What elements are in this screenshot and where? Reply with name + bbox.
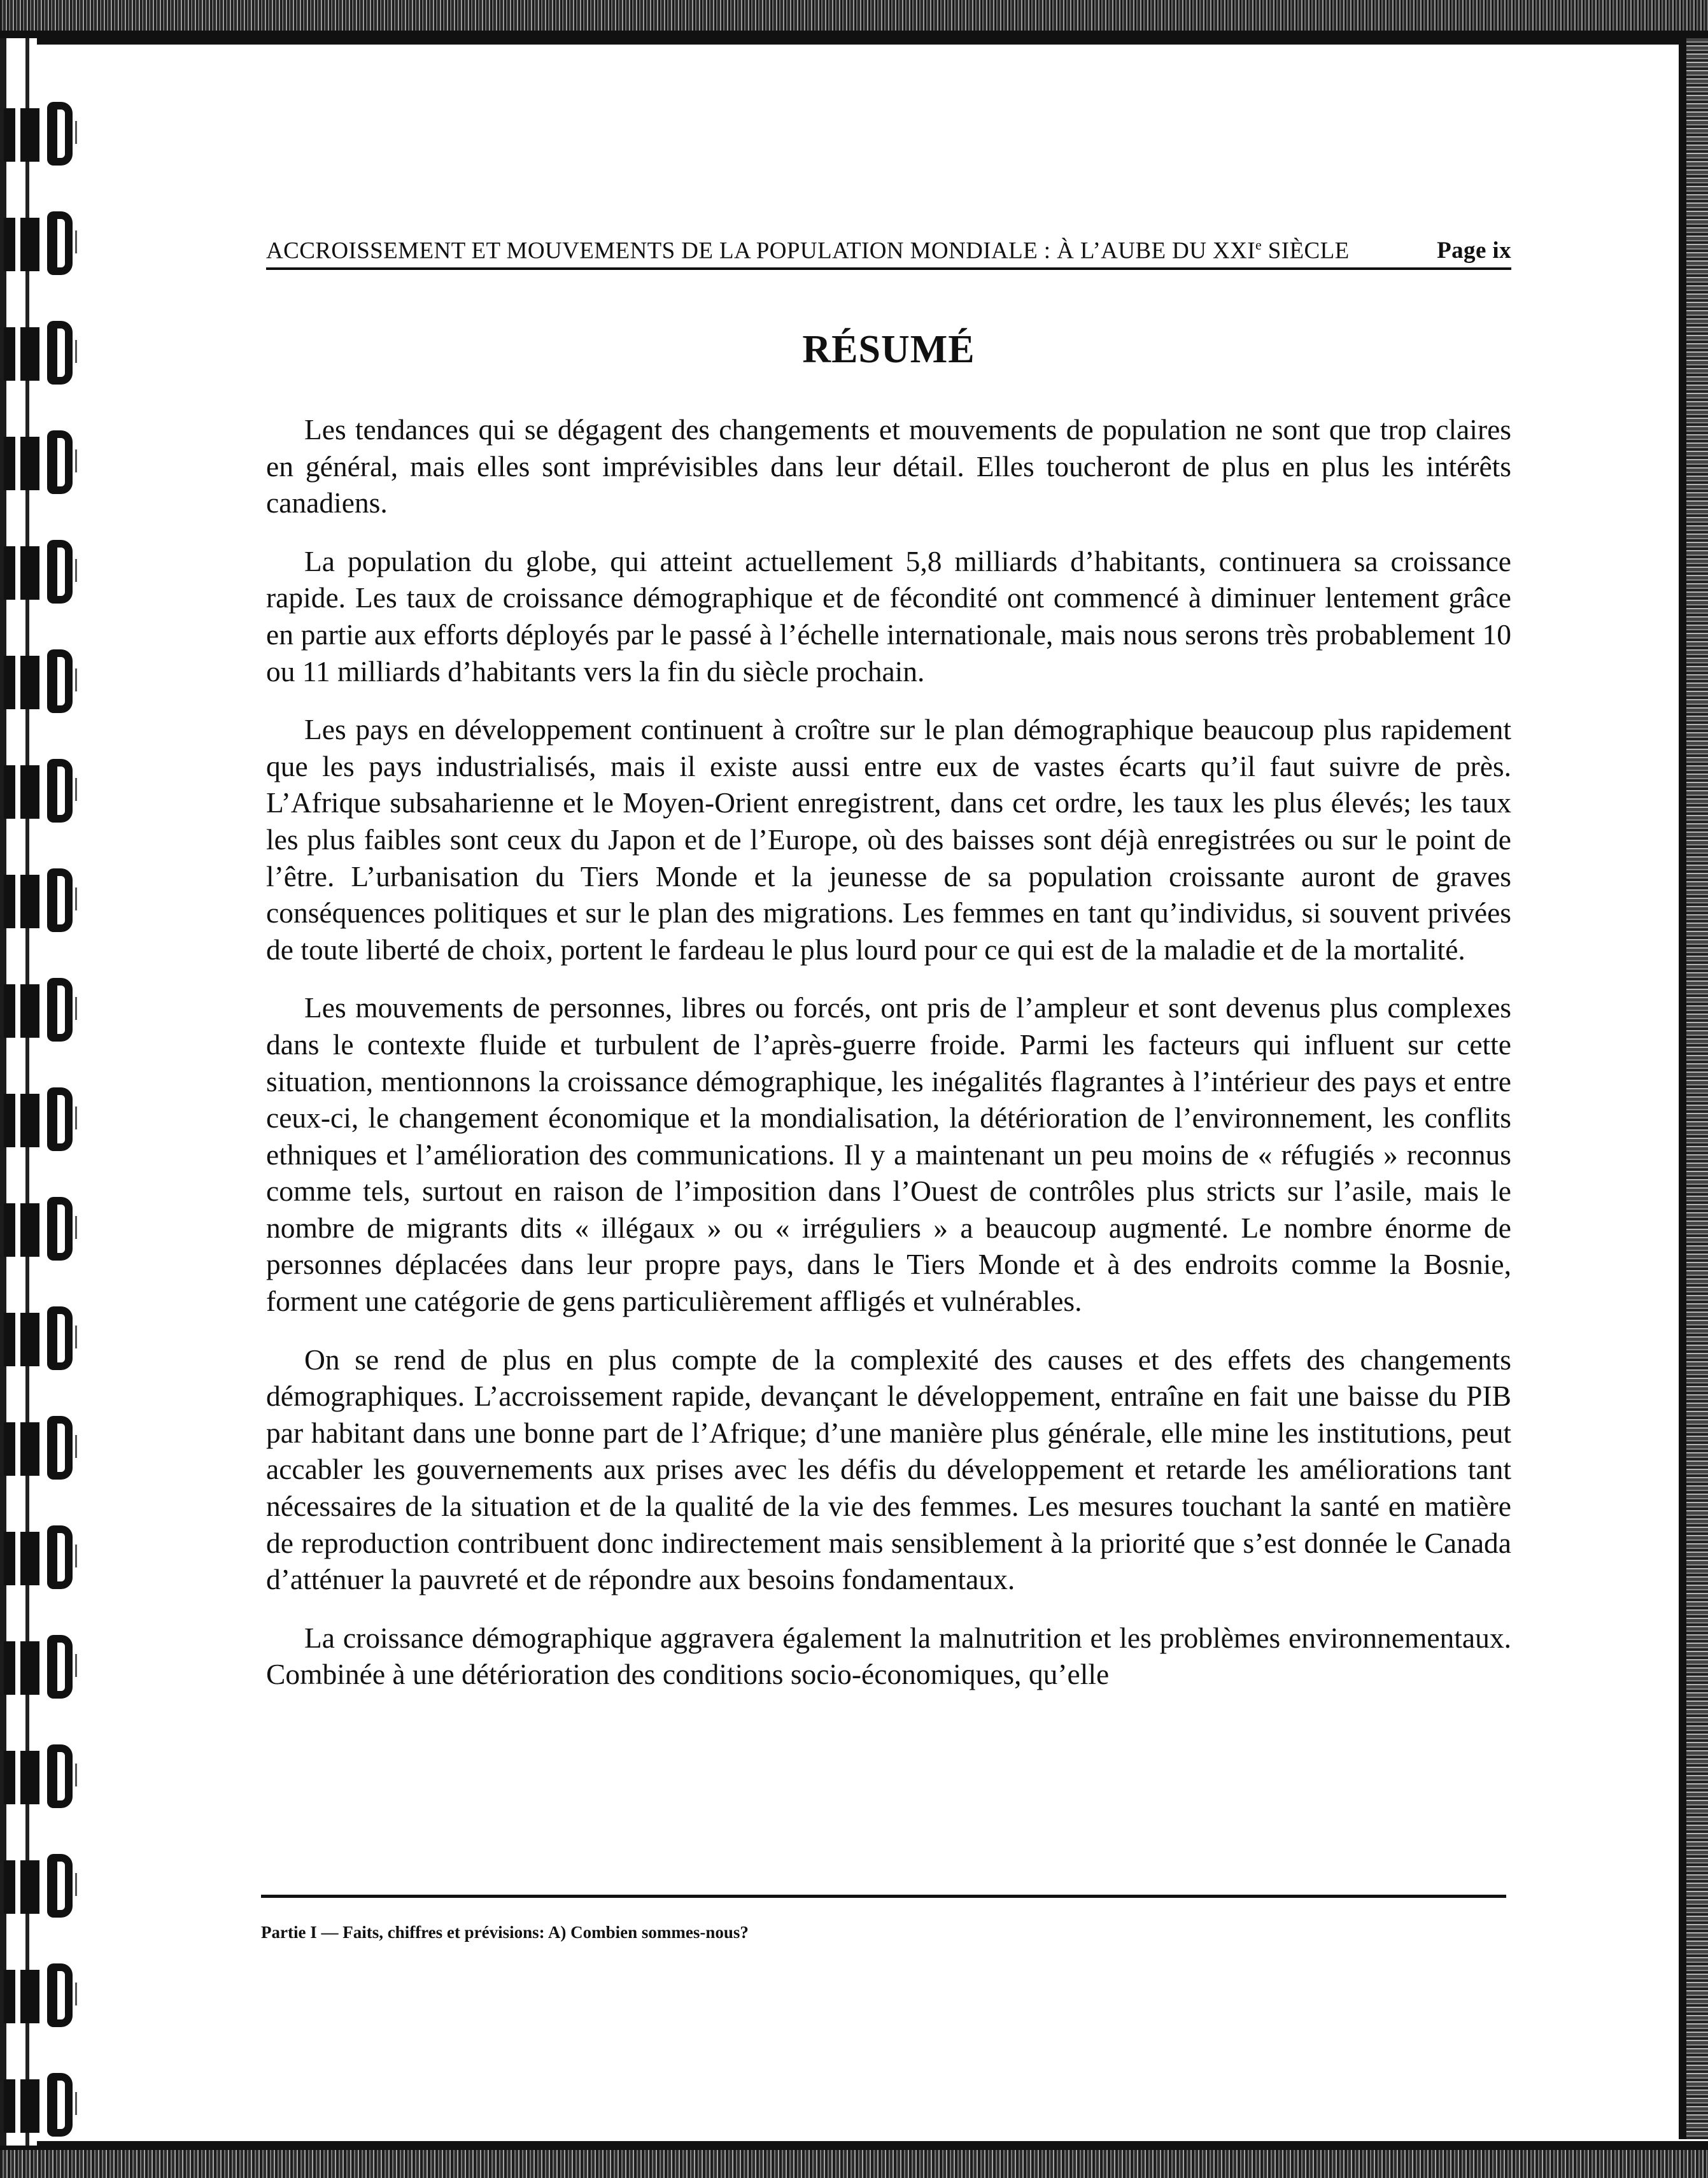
binding-ring (4, 430, 93, 497)
binding-ring (4, 1087, 93, 1154)
binding-ring (4, 649, 93, 716)
binding-ring (4, 2073, 93, 2139)
binding-ring (4, 211, 93, 278)
binding-ring (4, 1416, 93, 1482)
binding-ring (4, 540, 93, 606)
header-title-superscript: e (1255, 237, 1262, 253)
header-title (266, 237, 1350, 264)
binding-ring (4, 1744, 93, 1811)
footer-rule (261, 1895, 1506, 1898)
binding-ring (4, 1306, 93, 1373)
running-header (266, 234, 1511, 270)
page-title: RÉSUMÉ (802, 328, 975, 371)
binding-ring (4, 1197, 93, 1263)
paragraph: Les tendances qui se dégagent des changements et mouvements de population ne sont que trop claires en général, mais elles sont imprévisibles dans leur détail. Elles toucheront de plus en plus les intérêts canadiens. (266, 413, 1511, 520)
binding-ring (4, 978, 93, 1044)
binding-ring (4, 321, 93, 387)
header-title-main: ACCROISSEMENT ET MOUVEMENTS DE LA POPULATION MONDIALE : À L’AUBE DU XXI (266, 237, 1255, 264)
scan-border-bottom (0, 2141, 1708, 2178)
spiral-binding (0, 102, 102, 2114)
paragraph: La croissance démographique aggravera également la malnutrition et les problèmes environnementaux. Combinée à une détérioration des conditions socio-économiques, qu’elle (266, 1621, 1511, 1691)
binding-ring (4, 1525, 93, 1592)
binding-ring (4, 1854, 93, 1920)
paragraph: On se rend de plus en plus compte de la complexité des causes et des effets des changements démographiques. L’accroissement rapide, devançant le développement, entraîne en fait une baisse du PIB par habitant dans une bonne part de l’Afrique; d’une manière plus générale, elle mine les institutions, peut accabler les gouvernements aux prises avec les défis du développement et retarde les améliorations tant nécessaires de la situation et de la qualité de la vie des femmes. Les mesures touchant la santé en matière de reproduction contribuent donc indirectement mais sensiblement à la priorité que s’est donnée le Canada d’atténuer la pauvreté et de répondre aux besoins fondamentaux. (266, 1343, 1511, 1596)
binding-ring (4, 1635, 93, 1701)
scan-border-top (0, 0, 1708, 45)
binding-ring (4, 868, 93, 935)
scan-border-right (1679, 38, 1708, 2139)
page-number: Page ix (1437, 237, 1511, 264)
paragraph: La population du globe, qui atteint actuellement 5,8 milliards d’habitants, continuera sa croissance rapide. Les taux de croissance démographique et de fécondité ont commencé à diminuer lentement grâce en partie aux efforts déployés par le passé à l’échelle internationale, mais nous serons très probablement 10 ou 11 milliards d’habitants vers la fin du siècle prochain. (266, 544, 1511, 688)
binding-ring (4, 759, 93, 825)
header-title-end: SIÈCLE (1262, 237, 1350, 264)
footer-text: Partie I — Faits, chiffres et prévisions: A) Combien sommes-nous? (261, 1923, 749, 1942)
body-text (266, 411, 1511, 1715)
paragraph: Les pays en développement continuent à croître sur le plan démographique beaucoup plus rapidement que les pays industrialisés, mais il existe aussi entre eux de vastes écarts qu’il faut suivre de près. L’Afrique subsaharienne et le Moyen-Orient enregistrent, dans cet ordre, les taux les plus élevés; les taux les plus faibles sont ceux du Japon et de l’Europe, où des baisses sont déjà enregistrées ou sur le point de l’être. L’urbanisation du Tiers Monde et la jeunesse de sa population croissante auront de graves conséquences politiques et sur le plan des migrations. Les femmes en tant qu’individus, si souvent privées de toute liberté de choix, portent le fardeau le plus lourd pour ce qui est de la maladie et de la mortalité. (266, 713, 1511, 966)
binding-ring (4, 1963, 93, 2030)
paragraph: Les mouvements de personnes, libres ou forcés, ont pris de l’ampleur et sont devenus plus complexes dans le contexte fluide et turbulent de l’après-guerre froide. Parmi les facteurs qui influent sur cette situation, mentionnons la croissance démographique, les inégalités flagrantes à l’intérieur des pays et entre ceux-ci, le changement économique et la mondialisation, la détérioration de l’environnement, les conflits ethniques et l’amélioration des communications. Il y a maintenant un peu moins de « réfugiés » reconnus comme tels, surtout en raison de l’imposition dans l’Ouest de contrôles plus stricts sur l’asile, mais le nombre de migrants dits « illégaux » ou « irréguliers » a beaucoup augmenté. Le nombre énorme de personnes déplacées dans leur propre pays, dans le Tiers Monde et à des endroits comme la Bosnie, forment une catégorie de gens particulièrement affligés et vulnérables. (266, 991, 1511, 1318)
binding-ring (4, 102, 93, 168)
